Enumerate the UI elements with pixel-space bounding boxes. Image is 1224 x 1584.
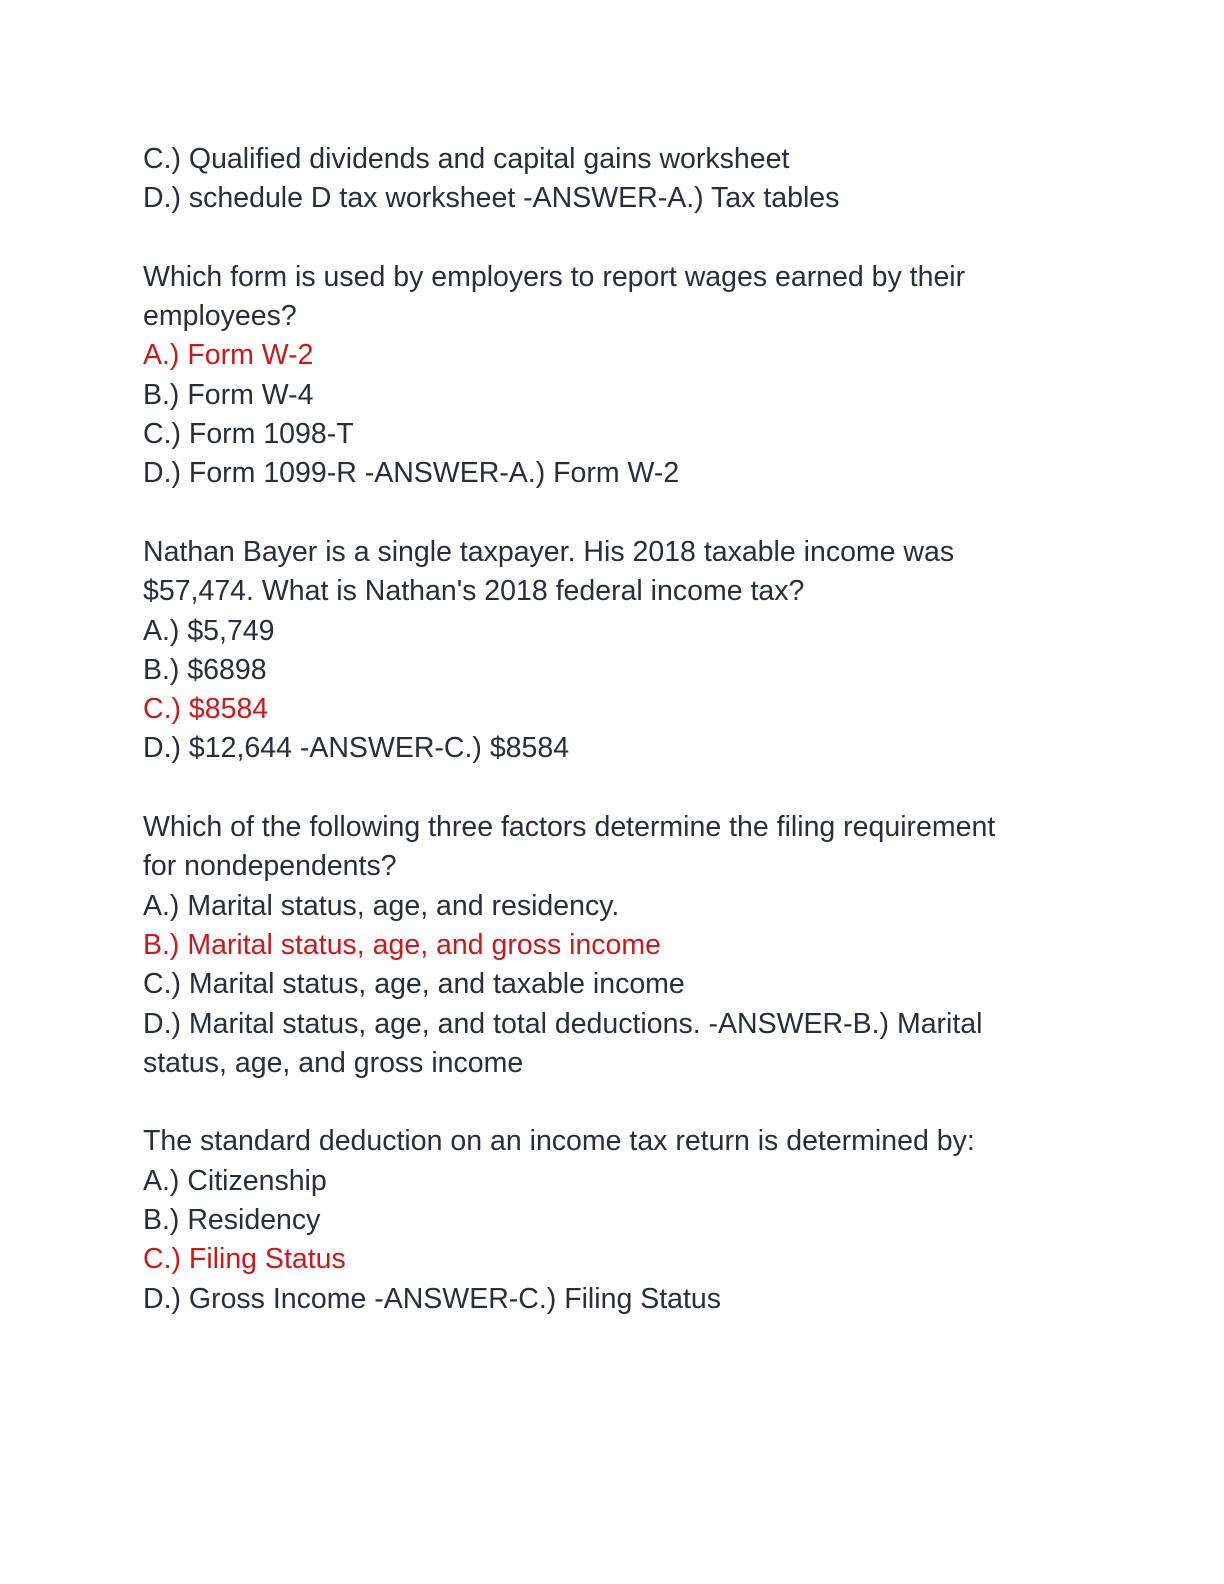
answer-option-b: B.) Residency — [143, 1204, 321, 1237]
question-block-filing-requirement — [143, 808, 1083, 1083]
question-text: The standard deduction on an income tax return is determined by: — [143, 1125, 975, 1158]
answer-option-d: D.) Marital status, age, and total deductions. -ANSWER-B.) Marital — [143, 1007, 983, 1040]
question-block-continued — [143, 140, 1083, 219]
question-block-income-tax — [143, 533, 1083, 769]
block-spacer — [143, 769, 1083, 808]
block-spacer — [143, 219, 1083, 258]
question-text: Nathan Bayer is a single taxpayer. His 2018 taxable income was — [143, 535, 955, 568]
question-text: for nondependents? — [143, 850, 397, 883]
answer-option-a-correct: A.) Form W-2 — [143, 339, 314, 372]
question-block-w2 — [143, 258, 1083, 494]
answer-option-d-continued: status, age, and gross income — [143, 1046, 524, 1079]
answer-option-a: A.) $5,749 — [143, 614, 275, 647]
answer-option-a: A.) Marital status, age, and residency. — [143, 889, 620, 922]
question-text: Which form is used by employers to report wages earned by their — [143, 260, 966, 293]
question-text: $57,474. What is Nathan's 2018 federal income tax? — [143, 575, 805, 608]
answer-option-c-correct: C.) $8584 — [143, 693, 269, 726]
question-text: Which of the following three factors determine the filing requirement — [143, 811, 996, 844]
answer-option-d: D.) $12,644 -ANSWER-C.) $8584 — [143, 732, 570, 765]
document-page — [143, 140, 1083, 1319]
answer-option-b: B.) Form W-4 — [143, 378, 314, 411]
answer-option-b-correct: B.) Marital status, age, and gross income — [143, 928, 661, 961]
block-spacer — [143, 1083, 1083, 1122]
answer-option-d: D.) Form 1099-R -ANSWER-A.) Form W-2 — [143, 457, 680, 490]
answer-option-d: D.) schedule D tax worksheet -ANSWER-A.) Tax tables — [143, 182, 840, 215]
question-block-standard-deduction — [143, 1122, 1083, 1318]
answer-option-c-correct: C.) Filing Status — [143, 1243, 346, 1276]
answer-option-d: D.) Gross Income -ANSWER-C.) Filing Status — [143, 1282, 722, 1315]
question-text: employees? — [143, 300, 297, 333]
block-spacer — [143, 494, 1083, 533]
answer-option-c: C.) Qualified dividends and capital gains worksheet — [143, 143, 790, 175]
answer-option-c: C.) Marital status, age, and taxable income — [143, 968, 685, 1001]
answer-option-a: A.) Citizenship — [143, 1164, 327, 1197]
answer-option-b: B.) $6898 — [143, 653, 267, 686]
answer-option-c: C.) Form 1098-T — [143, 418, 354, 451]
